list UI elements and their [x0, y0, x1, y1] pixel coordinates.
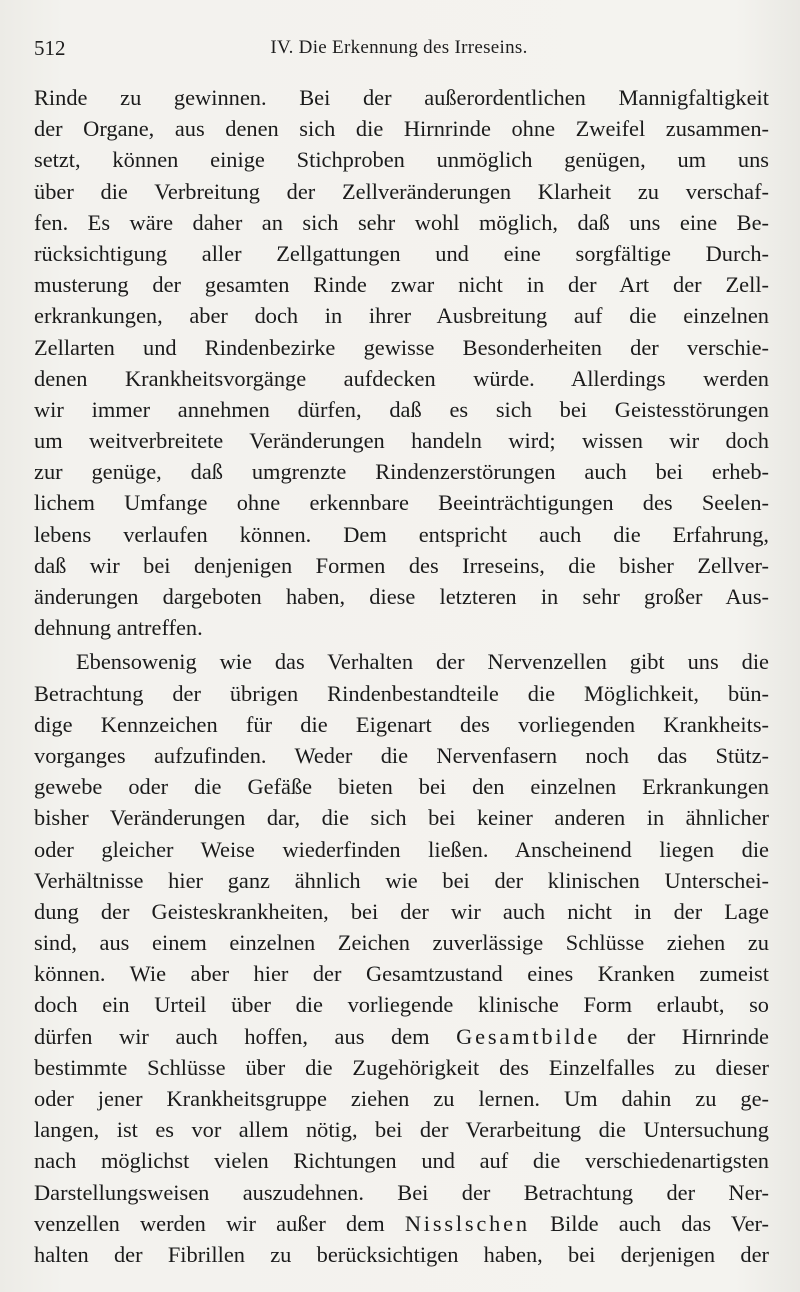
- text-segment: venzellen werden wir außer dem: [34, 1210, 385, 1236]
- text-line: denen Krankheitsvorgänge aufdecken würde. Allerdings werden: [34, 365, 769, 391]
- text-line: über die Verbreitung der Zellveränderungen Klarheit zu verschaf-: [34, 178, 769, 204]
- text-line: daß wir bei denjenigen Formen des Irreseins, die bisher Zellver-: [34, 552, 769, 578]
- text-line: dige Kennzeichen für die Eigenart des vorliegenden Krankheits-: [34, 711, 769, 737]
- text-line: [34, 1021, 769, 1052]
- text-line: doch ein Urteil über die vorliegende klinische Form erlaubt, so: [34, 992, 769, 1018]
- text-line: bestimmte Schlüsse über die Zugehörigkeit des Einzelfalles zu dieser: [34, 1054, 769, 1080]
- body-text: [34, 82, 769, 1270]
- text-line: oder gleicher Weise wiederfinden ließen. Anscheinend liegen die: [34, 836, 769, 862]
- text-line: lichem Umfange ohne erkennbare Beeinträchtigungen des Seelen-: [34, 490, 769, 516]
- text-line: rücksichtigung aller Zellgattungen und eine sorgfältige Durch-: [34, 240, 769, 266]
- text-line: änderungen dargeboten haben, diese letzteren in sehr großer Aus-: [34, 584, 769, 609]
- text-line: Darstellungsweisen auszudehnen. Bei der Betrachtung der Ner-: [34, 1179, 769, 1205]
- text-line: gewebe oder die Gefäße bieten bei den einzelnen Erkrankungen: [34, 774, 769, 800]
- text-line: fen. Es wäre daher an sich sehr wohl möglich, daß uns eine Be-: [34, 209, 769, 235]
- text-line: sind, aus einem einzelnen Zeichen zuverlässige Schlüsse ziehen zu: [34, 930, 769, 956]
- paragraph-2: [34, 646, 769, 1270]
- emphasized-term: Gesamtbilde: [456, 1023, 601, 1049]
- text-line: dung der Geisteskrankheiten, bei der wir auch nicht in der Lage: [34, 898, 769, 924]
- running-title: IV. Die Erkennung des Irreseins.: [270, 37, 528, 58]
- text-segment: Bilde auch das Ver-: [550, 1210, 769, 1236]
- text-line: Ebensowenig wie das Verhalten der Nervenzellen gibt uns die: [76, 649, 769, 675]
- text-line: musterung der gesamten Rinde zwar nicht in der Art der Zell-: [34, 272, 769, 298]
- text-line: [34, 1208, 769, 1239]
- text-line: Verhältnisse hier ganz ähnlich wie bei der klinischen Unterschei-: [34, 867, 769, 893]
- text-line: dehnung antreffen.: [34, 615, 203, 641]
- emphasized-term: Nisslschen: [404, 1210, 530, 1236]
- text-line: lebens verlaufen können. Dem entspricht auch die Erfahrung,: [34, 521, 769, 547]
- paragraph-1: [34, 82, 769, 643]
- page-header: [34, 36, 764, 60]
- text-line: nach möglichst vielen Richtungen und auf die verschiedenartigsten: [34, 1148, 769, 1174]
- text-line: erkrankungen, aber doch in ihrer Ausbreitung auf die einzelnen: [34, 303, 769, 329]
- text-line: der Organe, aus denen sich die Hirnrinde ohne Zweifel zusammen-: [34, 116, 769, 142]
- text-line: vorganges aufzufinden. Weder die Nervenfasern noch das Stütz-: [34, 742, 769, 768]
- text-line: Betrachtung der übrigen Rindenbestandteile die Möglichkeit, bün-: [34, 680, 769, 706]
- text-line: bisher Veränderungen dar, die sich bei keiner anderen in ähnlicher: [34, 805, 769, 831]
- text-line: oder jener Krankheitsgruppe ziehen zu lernen. Um dahin zu ge-: [34, 1086, 769, 1111]
- page-number: 512: [34, 36, 66, 60]
- text-line: um weitverbreitete Veränderungen handeln wird; wissen wir doch: [34, 428, 769, 454]
- text-line: langen, ist es vor allem nötig, bei der Verarbeitung die Untersuchung: [34, 1117, 769, 1143]
- text-line: setzt, können einige Stichproben unmöglich genügen, um uns: [34, 147, 769, 173]
- text-line: zur genüge, daß umgrenzte Rindenzerstörungen auch bei erheb-: [34, 459, 769, 485]
- text-line: wir immer annehmen dürfen, daß es sich bei Geistesstörungen: [34, 396, 769, 422]
- text-line: halten der Fibrillen zu berücksichtigen haben, bei derjenigen der: [34, 1241, 769, 1267]
- text-segment: dürfen wir auch hoffen, aus dem: [34, 1023, 430, 1049]
- text-line: Zellarten und Rindenbezirke gewisse Besonderheiten der verschie-: [34, 334, 769, 360]
- text-line: Rinde zu gewinnen. Bei der außerordentlichen Mannigfaltigkeit: [34, 85, 769, 110]
- text-line: können. Wie aber hier der Gesamtzustand eines Kranken zumeist: [34, 961, 769, 987]
- text-segment: der Hirnrinde: [626, 1023, 769, 1049]
